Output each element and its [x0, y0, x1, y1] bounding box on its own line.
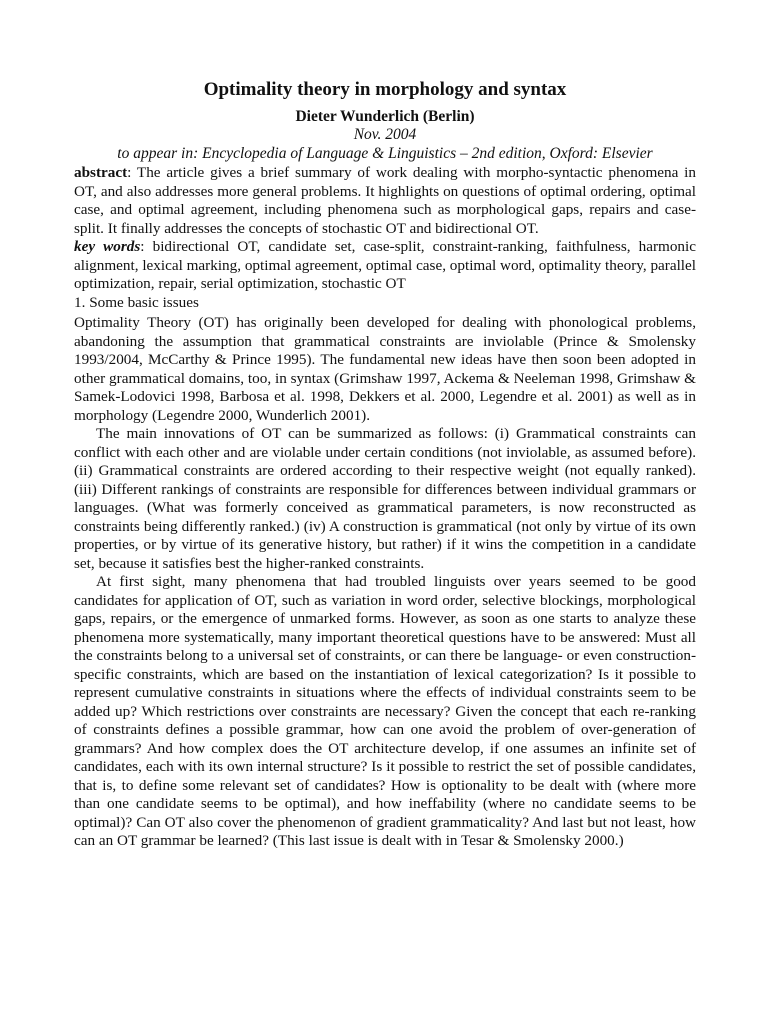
body-paragraph-3: At first sight, many phenomena that had troubled linguists over years seemed to be good candidates for application of OT, such as variation in word order, selective blockings, morphological gaps, repairs, or the emergence of unmarked forms. However, as soon as one starts to analyze these phenomena more systematically, many important theoretical questions have to be answered: Must all the constraints belong to a universal set of constraints, or can there be language- or even construction-specific constraints, which are based on the instantiation of lexical categorization? Is it possible to represent cumulative constraints in situations where the effects of individual constraints seem to be added up? Which restrictions over constraints are necessary? Given the concept that each re-ranking of constraints defines a possible grammar, how can one avoid the problem of over-generation of grammars? And how complex does the OT architecture develop, if one assumes an infinite set of candidates, each with its own internal structure? Is it possible to restrict the set of possible candidates, that is, to define some relevant set of candidates? How is optionality to be dealt with (where more than one candidate seems to be optimal), and how ineffability (where no candidate seems to be optimal)? Can OT also cover the phenomenon of gradient grammaticality? And last but not least, how can an OT grammar be learned? (This last issue is dealt with in Tesar & Smolensky 2000.) — [74, 573, 696, 849]
abstract-label: abstract — [74, 164, 128, 181]
date-line: Nov. 2004 — [353, 126, 417, 143]
body-paragraph-2: The main innovations of OT can be summarized as follows: (i) Grammatical constraints can conflict with each other and are violable under certain conditions (not inviolable, as assumed before). (ii) Grammatical constraints are ordered according to their respective weight (not equally ranked). (iii) Different rankings of constraints are responsible for differences between individual grammars or languages. (What was formerly conceived as grammatical parameters, is now reconstructed as constraints being differently ranked.) (iv) A construction is grammatical (not only by virtue of its own properties, or by virtue of its generative history, but rather) if it wins the competition in a candidate set, because it satisfies best the higher-ranked constraints. — [74, 425, 696, 572]
keywords-label: key words — [74, 238, 141, 255]
author-line: Dieter Wunderlich (Berlin) — [295, 108, 475, 125]
section-heading: 1. Some basic issues — [74, 293, 199, 311]
publication-note: to appear in: Encyclopedia of Language & Linguistics – 2nd edition, Oxford: Elsevier — [117, 144, 653, 162]
keywords-paragraph — [74, 238, 696, 294]
body-paragraph-1: Optimality Theory (OT) has originally been developed for dealing with phonological problems, abandoning the assumption that grammatical constraints are inviolable (Prince & Smolensky 1993/2004, McCarthy & Prince 1995). The fundamental new ideas have then soon been adopted in other grammatical domains, too, in syntax (Grimshaw 1997, Ackema & Neeleman 1998, Grimshaw & Samek-Lodovici 1998, Barbosa et al. 1998, Dekkers et al. 2000, Legendre et al. 2001) as well as in morphology (Legendre 2000, Wunderlich 2001). — [74, 314, 696, 424]
abstract-paragraph — [74, 164, 696, 238]
abstract-text: : The article gives a brief summary of work dealing with morpho-syntactic phenomena in OT, and also addresses more general problems. It highlights on questions of optimal ordering, optimal case, and optimal agreement, including phenomena such as morphological gaps, repairs and case-split. It finally addresses the concepts of stochastic OT and bidirectional OT. — [74, 164, 696, 237]
paper-title: Optimality theory in morphology and syntax — [203, 79, 567, 100]
keywords-text: : bidirectional OT, candidate set, case-split, constraint-ranking, faithfulness, harmonic alignment, lexical marking, optimal agreement, optimal case, optimal word, optimality theory, parallel optimization, repair, serial optimization, stochastic OT — [74, 238, 696, 292]
